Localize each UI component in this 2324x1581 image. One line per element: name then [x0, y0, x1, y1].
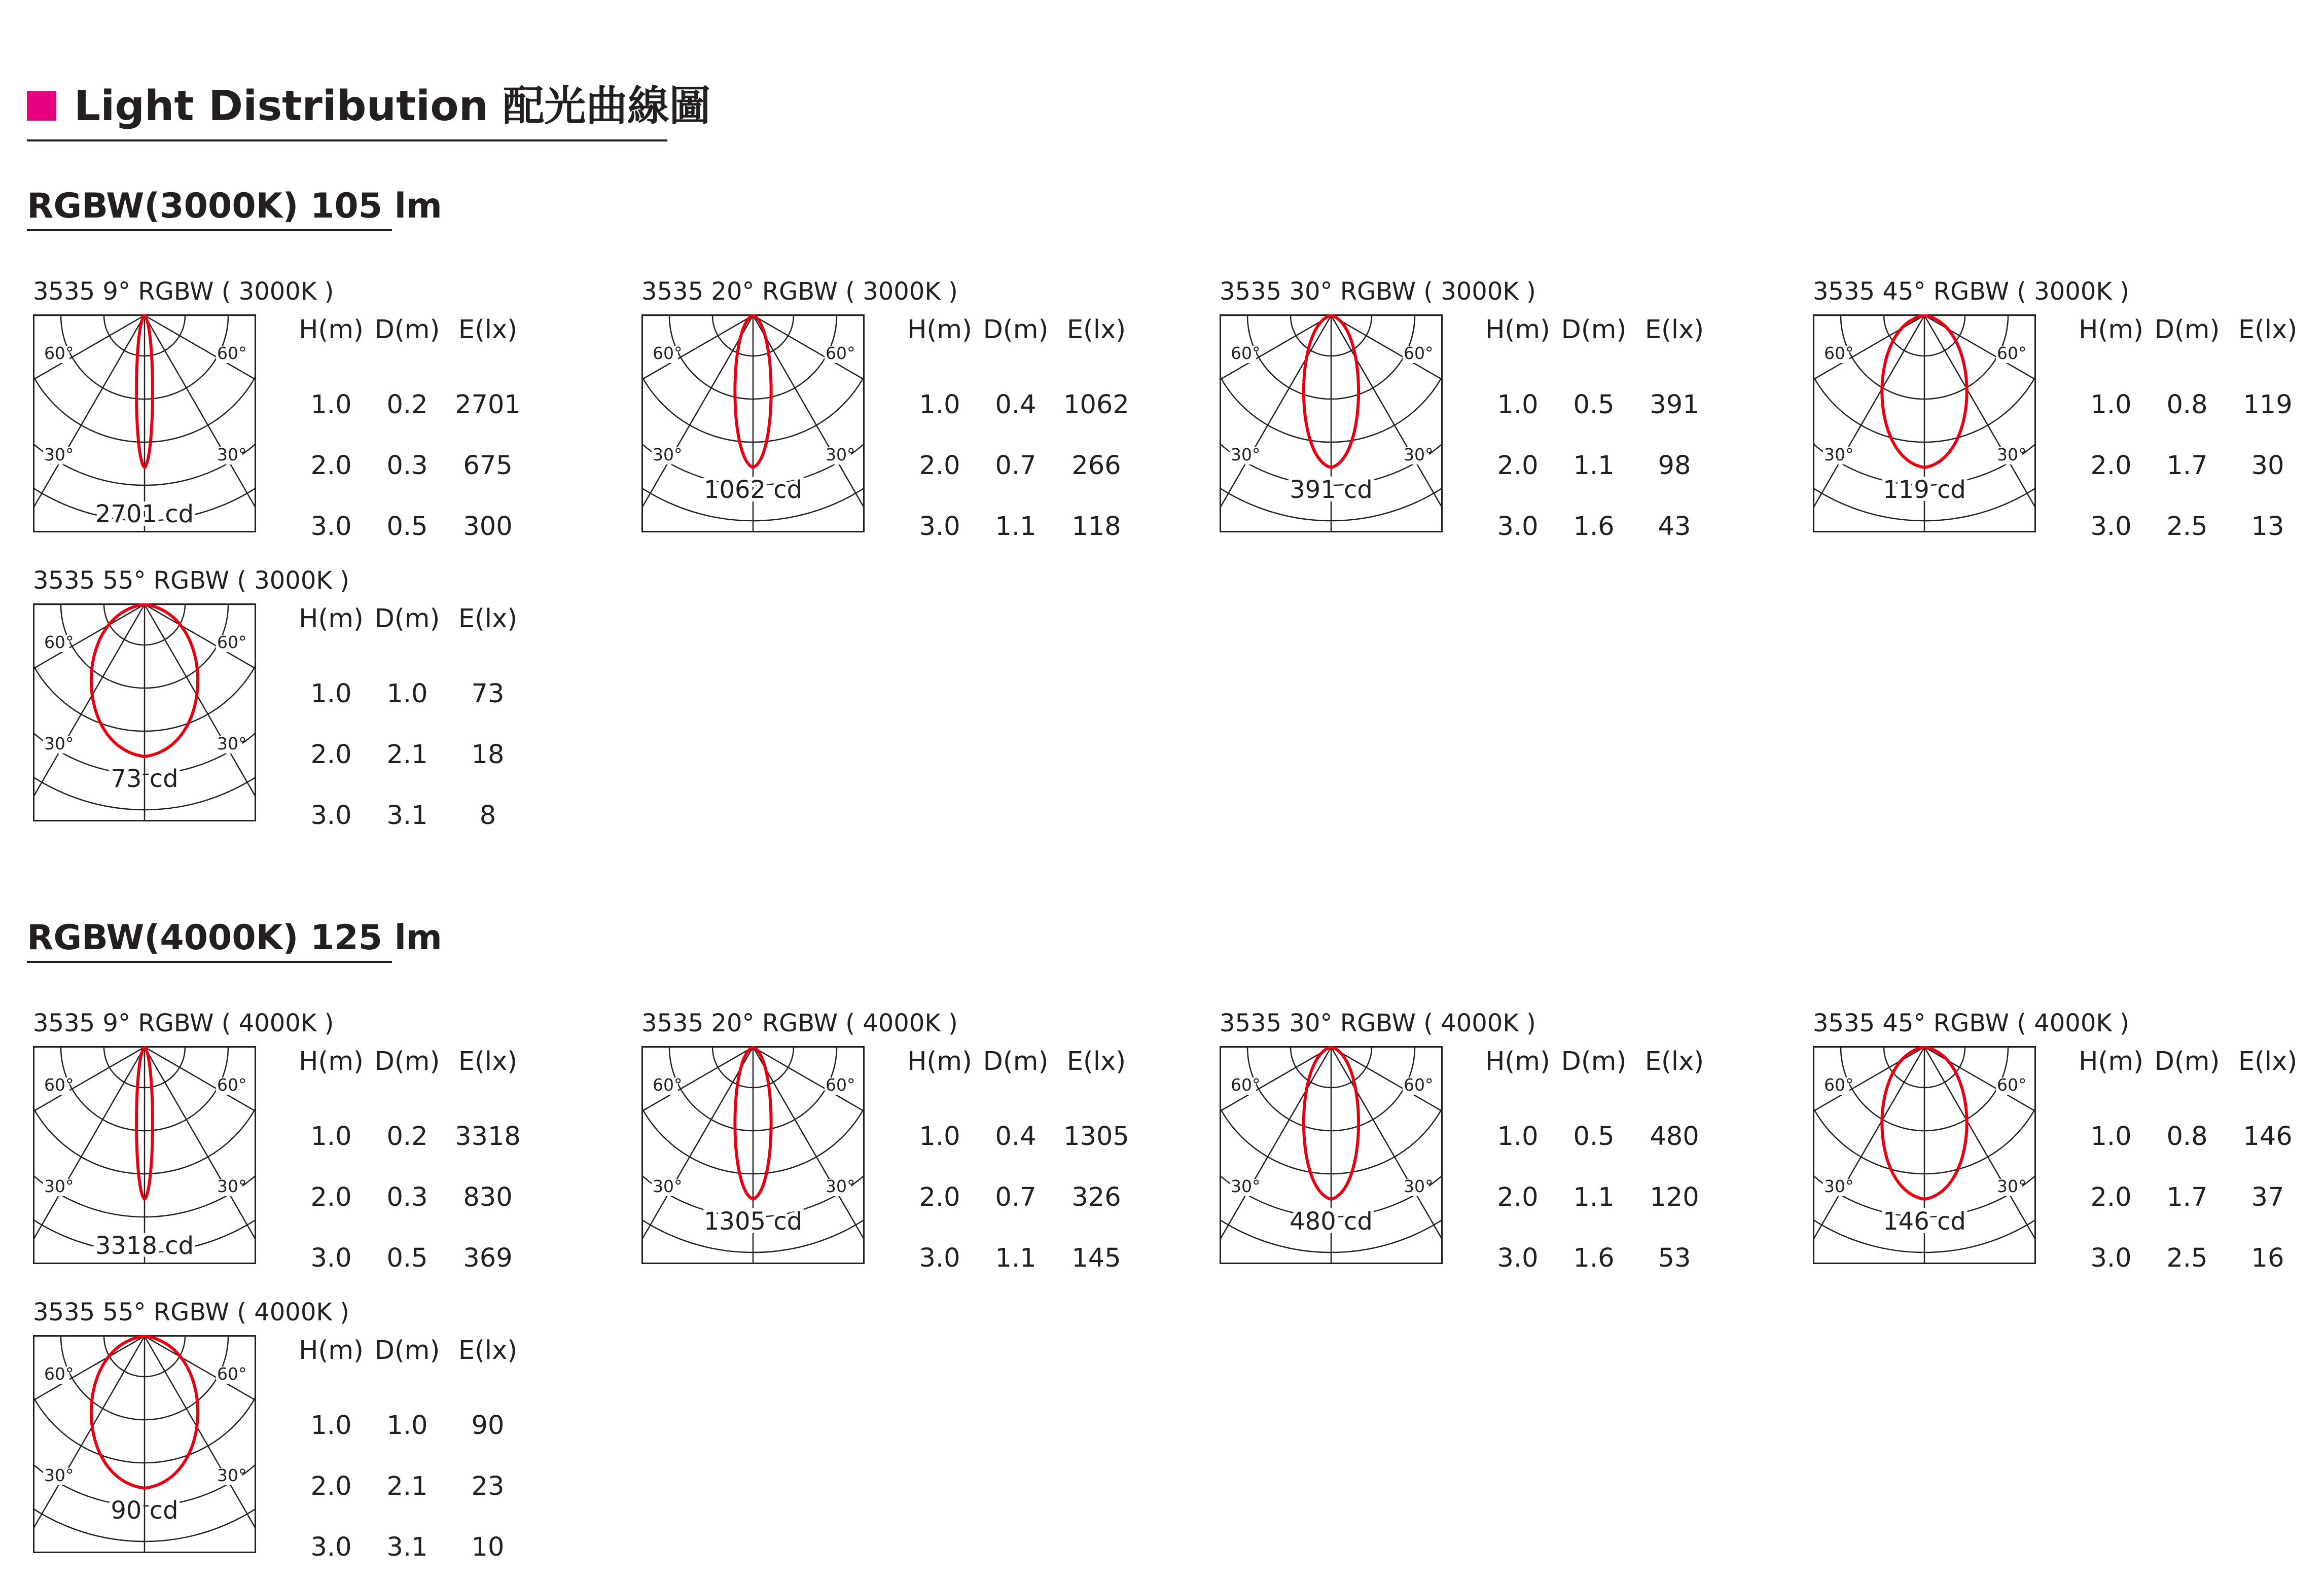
- peak-intensity-label: 73 cd: [111, 765, 178, 793]
- table-cell: 118: [1071, 512, 1121, 542]
- table-cell: 0.7: [995, 1182, 1036, 1212]
- angle-label: 60°: [217, 1075, 247, 1095]
- illuminance-table: [2070, 1045, 2314, 1273]
- angle-label: 30°: [217, 1465, 247, 1485]
- illuminance-table: [899, 1045, 1142, 1273]
- panel-label: 3535 55° RGBW ( 4000K ): [33, 1298, 349, 1326]
- table-cell: 480: [1650, 1122, 1699, 1152]
- table-cell: 1.7: [2166, 451, 2208, 481]
- panel-label: 3535 20° RGBW ( 3000K ): [641, 277, 958, 306]
- polar-grid-radial: [33, 604, 145, 721]
- polar-diagram-svg: [33, 603, 256, 821]
- table-cell: 0.3: [386, 1182, 428, 1212]
- table-cell: 0.8: [2166, 390, 2208, 420]
- table-cell: 0.8: [2166, 1122, 2208, 1152]
- light-distribution-panel: [27, 1297, 610, 1581]
- table-cell: 3.0: [310, 1243, 352, 1273]
- angle-label: 30°: [1997, 445, 2027, 464]
- angle-label: 60°: [44, 1364, 74, 1384]
- table-cell: 146: [2243, 1122, 2293, 1152]
- table-cell: 37: [2251, 1182, 2284, 1212]
- illuminance-table: [291, 1045, 534, 1273]
- illuminance-table: [291, 602, 534, 831]
- panel-label: 3535 9° RGBW ( 4000K ): [33, 1009, 334, 1037]
- angle-label: 30°: [44, 734, 74, 753]
- table-cell: 1.1: [995, 1243, 1036, 1273]
- polar-diagram: [33, 1335, 256, 1553]
- angle-label: 60°: [44, 1075, 74, 1095]
- panel-label: 3535 45° RGBW ( 4000K ): [1813, 1009, 2129, 1037]
- polar-grid-radial: [145, 315, 256, 432]
- table-cell: 53: [1658, 1243, 1691, 1273]
- table-cell: 18: [471, 740, 505, 770]
- polar-grid-radial: [33, 1336, 145, 1453]
- polar-diagram: [1813, 314, 2036, 532]
- table-cell: 3.0: [2090, 1243, 2132, 1273]
- table-cell: 2.5: [2166, 512, 2208, 542]
- angle-label: 30°: [1824, 445, 1854, 464]
- illuminance-table: [1477, 1045, 1721, 1273]
- table-header-cell: H(m): [2079, 315, 2143, 345]
- table-cell: 2.0: [2090, 1182, 2132, 1212]
- table-header-cell: D(m): [2154, 1047, 2220, 1076]
- angle-label: 60°: [1404, 1075, 1434, 1095]
- polar-grid-radial: [145, 1047, 256, 1164]
- table-cell: 1.0: [1497, 1122, 1539, 1152]
- table-header-cell: E(lx): [1644, 1047, 1704, 1076]
- table-header-cell: D(m): [983, 1047, 1049, 1076]
- angle-label: 30°: [1824, 1176, 1854, 1196]
- angle-label: 30°: [1404, 1176, 1434, 1196]
- table-header-cell: H(m): [907, 1047, 972, 1076]
- table-cell: 3.0: [1497, 1243, 1539, 1273]
- table-cell: 3.0: [1497, 512, 1539, 542]
- polar-diagram-svg: [641, 1046, 865, 1264]
- table-cell: 1.6: [1573, 1243, 1615, 1273]
- polar-diagram: [33, 603, 256, 821]
- table-cell: 1.0: [386, 679, 428, 709]
- table-cell: 16: [2251, 1243, 2284, 1273]
- polar-diagram: [1220, 1046, 1443, 1264]
- table-header-cell: D(m): [374, 604, 440, 634]
- angle-label: 30°: [653, 1176, 683, 1196]
- panel-label: 3535 20° RGBW ( 4000K ): [641, 1009, 958, 1037]
- table-cell: 0.5: [386, 1243, 428, 1273]
- polar-diagram: [641, 314, 865, 532]
- table-cell: 1.0: [2090, 1122, 2132, 1152]
- table-cell: 1.0: [310, 1411, 352, 1441]
- table-header-cell: E(lx): [458, 1336, 518, 1366]
- table-cell: 3.0: [919, 512, 960, 542]
- polar-grid-radial: [145, 604, 256, 721]
- illuminance-table: [2070, 313, 2314, 542]
- light-distribution-panel: [635, 1008, 1219, 1292]
- panel-label: 3535 30° RGBW ( 4000K ): [1220, 1009, 1536, 1037]
- polar-diagram: [33, 1046, 256, 1264]
- table-cell: 1.0: [919, 1122, 960, 1152]
- table-header-cell: E(lx): [458, 315, 518, 345]
- peak-intensity-label: 146 cd: [1883, 1207, 1966, 1236]
- table-cell: 2.5: [2166, 1243, 2208, 1273]
- angle-label: 60°: [217, 343, 247, 363]
- table-cell: 0.2: [386, 1122, 428, 1152]
- table-cell: 830: [463, 1182, 513, 1212]
- table-header-cell: D(m): [1561, 315, 1627, 345]
- polar-diagram-svg: [33, 1046, 256, 1264]
- table-cell: 3.0: [310, 512, 352, 542]
- angle-label: 60°: [1231, 343, 1261, 363]
- angle-label: 60°: [44, 343, 74, 363]
- table-header-cell: D(m): [374, 1047, 440, 1076]
- peak-intensity-label: 480 cd: [1290, 1207, 1373, 1236]
- table-cell: 0.2: [386, 390, 428, 420]
- angle-label: 60°: [1824, 1075, 1854, 1095]
- table-header-cell: H(m): [1485, 1047, 1550, 1076]
- table-cell: 1.0: [310, 390, 352, 420]
- table-cell: 0.4: [995, 1122, 1036, 1152]
- polar-grid-radial: [33, 315, 145, 432]
- table-cell: 1.1: [1573, 1182, 1615, 1212]
- table-cell: 145: [1071, 1243, 1121, 1273]
- table-cell: 30: [2251, 451, 2284, 481]
- table-cell: 43: [1658, 512, 1691, 542]
- table-cell: 8: [479, 801, 496, 831]
- table-cell: 3.0: [2090, 512, 2132, 542]
- table-cell: 119: [2243, 390, 2293, 420]
- angle-label: 30°: [44, 445, 74, 464]
- angle-label: 30°: [44, 1176, 74, 1196]
- polar-grid-radial: [33, 1047, 145, 1164]
- illuminance-table: [899, 313, 1142, 542]
- table-header-cell: H(m): [907, 315, 972, 345]
- table-cell: 1.0: [310, 679, 352, 709]
- table-cell: 2.0: [310, 1182, 352, 1212]
- polar-diagram-svg: [1813, 314, 2036, 532]
- angle-label: 60°: [826, 1075, 855, 1095]
- table-cell: 0.3: [386, 451, 428, 481]
- polar-grid-radial: [145, 1336, 256, 1453]
- table-cell: 3.0: [310, 801, 352, 831]
- table-header-cell: E(lx): [2238, 1047, 2298, 1076]
- angle-label: 30°: [217, 1176, 247, 1196]
- table-cell: 13: [2251, 512, 2284, 542]
- polar-diagram-svg: [641, 314, 865, 532]
- page-header: [27, 79, 711, 141]
- table-cell: 0.5: [1573, 1122, 1615, 1152]
- angle-label: 30°: [217, 445, 247, 464]
- peak-intensity-label: 2701 cd: [95, 500, 194, 528]
- table-header-cell: E(lx): [458, 1047, 518, 1076]
- table-cell: 1.0: [386, 1411, 428, 1441]
- angle-label: 60°: [653, 1075, 683, 1095]
- panel-label: 3535 45° RGBW ( 3000K ): [1813, 277, 2129, 306]
- peak-intensity-label: 1062 cd: [703, 476, 803, 504]
- table-cell: 2.0: [310, 1471, 352, 1501]
- section-title: RGBW(3000K) 105 lm: [27, 184, 392, 231]
- table-cell: 3.1: [386, 801, 428, 831]
- table-cell: 1.0: [919, 390, 960, 420]
- table-cell: 2.1: [386, 740, 428, 770]
- polar-grid-radial: [1924, 1047, 2036, 1164]
- angle-label: 30°: [1997, 1176, 2027, 1196]
- table-header-cell: H(m): [1485, 315, 1550, 345]
- angle-label: 60°: [44, 632, 74, 652]
- polar-diagram-svg: [33, 1335, 256, 1553]
- table-cell: 2.0: [919, 451, 960, 481]
- table-header-cell: E(lx): [2238, 315, 2298, 345]
- table-cell: 98: [1658, 451, 1691, 481]
- light-distribution-panel: [27, 1008, 610, 1292]
- table-header-cell: D(m): [2154, 315, 2220, 345]
- table-cell: 3318: [455, 1122, 521, 1152]
- panel-label: 3535 30° RGBW ( 3000K ): [1220, 277, 1536, 306]
- table-cell: 1305: [1063, 1122, 1129, 1152]
- light-distribution-panel: [1807, 1008, 2324, 1292]
- table-cell: 0.5: [1573, 390, 1615, 420]
- angle-label: 30°: [826, 1176, 855, 1196]
- page-title: Light Distribution 配光曲線圖: [74, 82, 711, 130]
- table-cell: 1.1: [995, 512, 1036, 542]
- angle-label: 60°: [217, 1364, 247, 1384]
- light-distribution-panel: [1213, 276, 1797, 560]
- peak-intensity-label: 1305 cd: [703, 1207, 803, 1236]
- polar-diagram: [33, 314, 256, 532]
- illuminance-table: [1477, 313, 1721, 542]
- polar-diagram-svg: [1220, 1046, 1443, 1264]
- table-header-cell: D(m): [1561, 1047, 1627, 1076]
- table-header-cell: H(m): [299, 604, 364, 634]
- table-cell: 2.0: [919, 1182, 960, 1212]
- panel-label: 3535 55° RGBW ( 3000K ): [33, 566, 349, 595]
- angle-label: 60°: [826, 343, 855, 363]
- table-cell: 0.7: [995, 451, 1036, 481]
- polar-diagram-svg: [33, 314, 256, 532]
- table-header-cell: E(lx): [1066, 1047, 1126, 1076]
- table-cell: 120: [1650, 1182, 1699, 1212]
- angle-label: 30°: [826, 445, 855, 464]
- table-header-cell: E(lx): [1644, 315, 1704, 345]
- table-cell: 326: [1071, 1182, 1121, 1212]
- light-distribution-panel: [635, 276, 1219, 560]
- angle-label: 60°: [217, 632, 247, 652]
- light-distribution-panel: [1213, 1008, 1797, 1292]
- angle-label: 60°: [1231, 1075, 1261, 1095]
- table-cell: 2.1: [386, 1471, 428, 1501]
- panel-label: 3535 9° RGBW ( 3000K ): [33, 277, 334, 306]
- polar-diagram: [641, 1046, 865, 1264]
- table-cell: 10: [471, 1532, 505, 1562]
- table-cell: 2.0: [1497, 451, 1539, 481]
- table-cell: 1.0: [310, 1122, 352, 1152]
- peak-intensity-label: 119 cd: [1883, 476, 1966, 504]
- angle-label: 30°: [44, 1465, 74, 1485]
- table-cell: 73: [471, 679, 505, 709]
- table-cell: 2.0: [2090, 451, 2132, 481]
- table-cell: 300: [463, 512, 513, 542]
- table-header-cell: D(m): [374, 315, 440, 345]
- table-header-cell: D(m): [374, 1336, 440, 1366]
- table-cell: 1.0: [1497, 390, 1539, 420]
- table-cell: 2.0: [310, 451, 352, 481]
- light-distribution-panel: [27, 565, 610, 849]
- polar-diagram: [1813, 1046, 2036, 1264]
- table-header-cell: E(lx): [458, 604, 518, 634]
- table-cell: 1.0: [2090, 390, 2132, 420]
- peak-intensity-label: 90 cd: [111, 1496, 178, 1525]
- angle-label: 30°: [653, 445, 683, 464]
- table-cell: 2701: [455, 390, 521, 420]
- polar-grid-radial: [1813, 315, 1924, 432]
- light-distribution-panel: [27, 276, 610, 560]
- illuminance-table: [291, 1334, 534, 1562]
- polar-diagram-svg: [1813, 1046, 2036, 1264]
- polar-diagram: [1220, 314, 1443, 532]
- angle-label: 60°: [653, 343, 683, 363]
- table-cell: 3.0: [919, 1243, 960, 1273]
- polar-grid-radial: [1924, 315, 2036, 432]
- angle-label: 30°: [1231, 445, 1261, 464]
- table-cell: 1.1: [1573, 451, 1615, 481]
- table-cell: 0.4: [995, 390, 1036, 420]
- angle-label: 30°: [1404, 445, 1434, 464]
- table-cell: 1062: [1063, 390, 1129, 420]
- table-header-cell: H(m): [299, 1336, 364, 1366]
- polar-grid-radial: [1813, 1047, 1924, 1164]
- table-cell: 0.5: [386, 512, 428, 542]
- table-cell: 391: [1650, 390, 1699, 420]
- table-cell: 2.0: [310, 740, 352, 770]
- angle-label: 60°: [1997, 1075, 2027, 1095]
- table-header-cell: E(lx): [1066, 315, 1126, 345]
- section-title: RGBW(4000K) 125 lm: [27, 915, 392, 963]
- table-cell: 3.1: [386, 1532, 428, 1562]
- table-cell: 369: [463, 1243, 513, 1273]
- light-distribution-panel: [1807, 276, 2324, 560]
- table-cell: 2.0: [1497, 1182, 1539, 1212]
- angle-label: 60°: [1824, 343, 1854, 363]
- table-cell: 675: [463, 451, 513, 481]
- angle-label: 30°: [217, 734, 247, 753]
- magenta-square-icon: [27, 91, 56, 121]
- angle-label: 60°: [1997, 343, 2027, 363]
- table-header-cell: H(m): [299, 315, 364, 345]
- table-cell: 266: [1071, 451, 1121, 481]
- illuminance-table: [291, 313, 534, 542]
- table-header-cell: H(m): [299, 1047, 364, 1076]
- peak-intensity-label: 391 cd: [1290, 476, 1373, 504]
- angle-label: 60°: [1404, 343, 1434, 363]
- table-cell: 1.7: [2166, 1182, 2208, 1212]
- table-header-cell: H(m): [2079, 1047, 2143, 1076]
- table-cell: 1.6: [1573, 512, 1615, 542]
- table-cell: 90: [471, 1411, 505, 1441]
- table-header-cell: D(m): [983, 315, 1049, 345]
- angle-label: 30°: [1231, 1176, 1261, 1196]
- polar-diagram-svg: [1220, 314, 1443, 532]
- peak-intensity-label: 3318 cd: [95, 1232, 194, 1260]
- table-cell: 23: [471, 1471, 505, 1501]
- table-cell: 3.0: [310, 1532, 352, 1562]
